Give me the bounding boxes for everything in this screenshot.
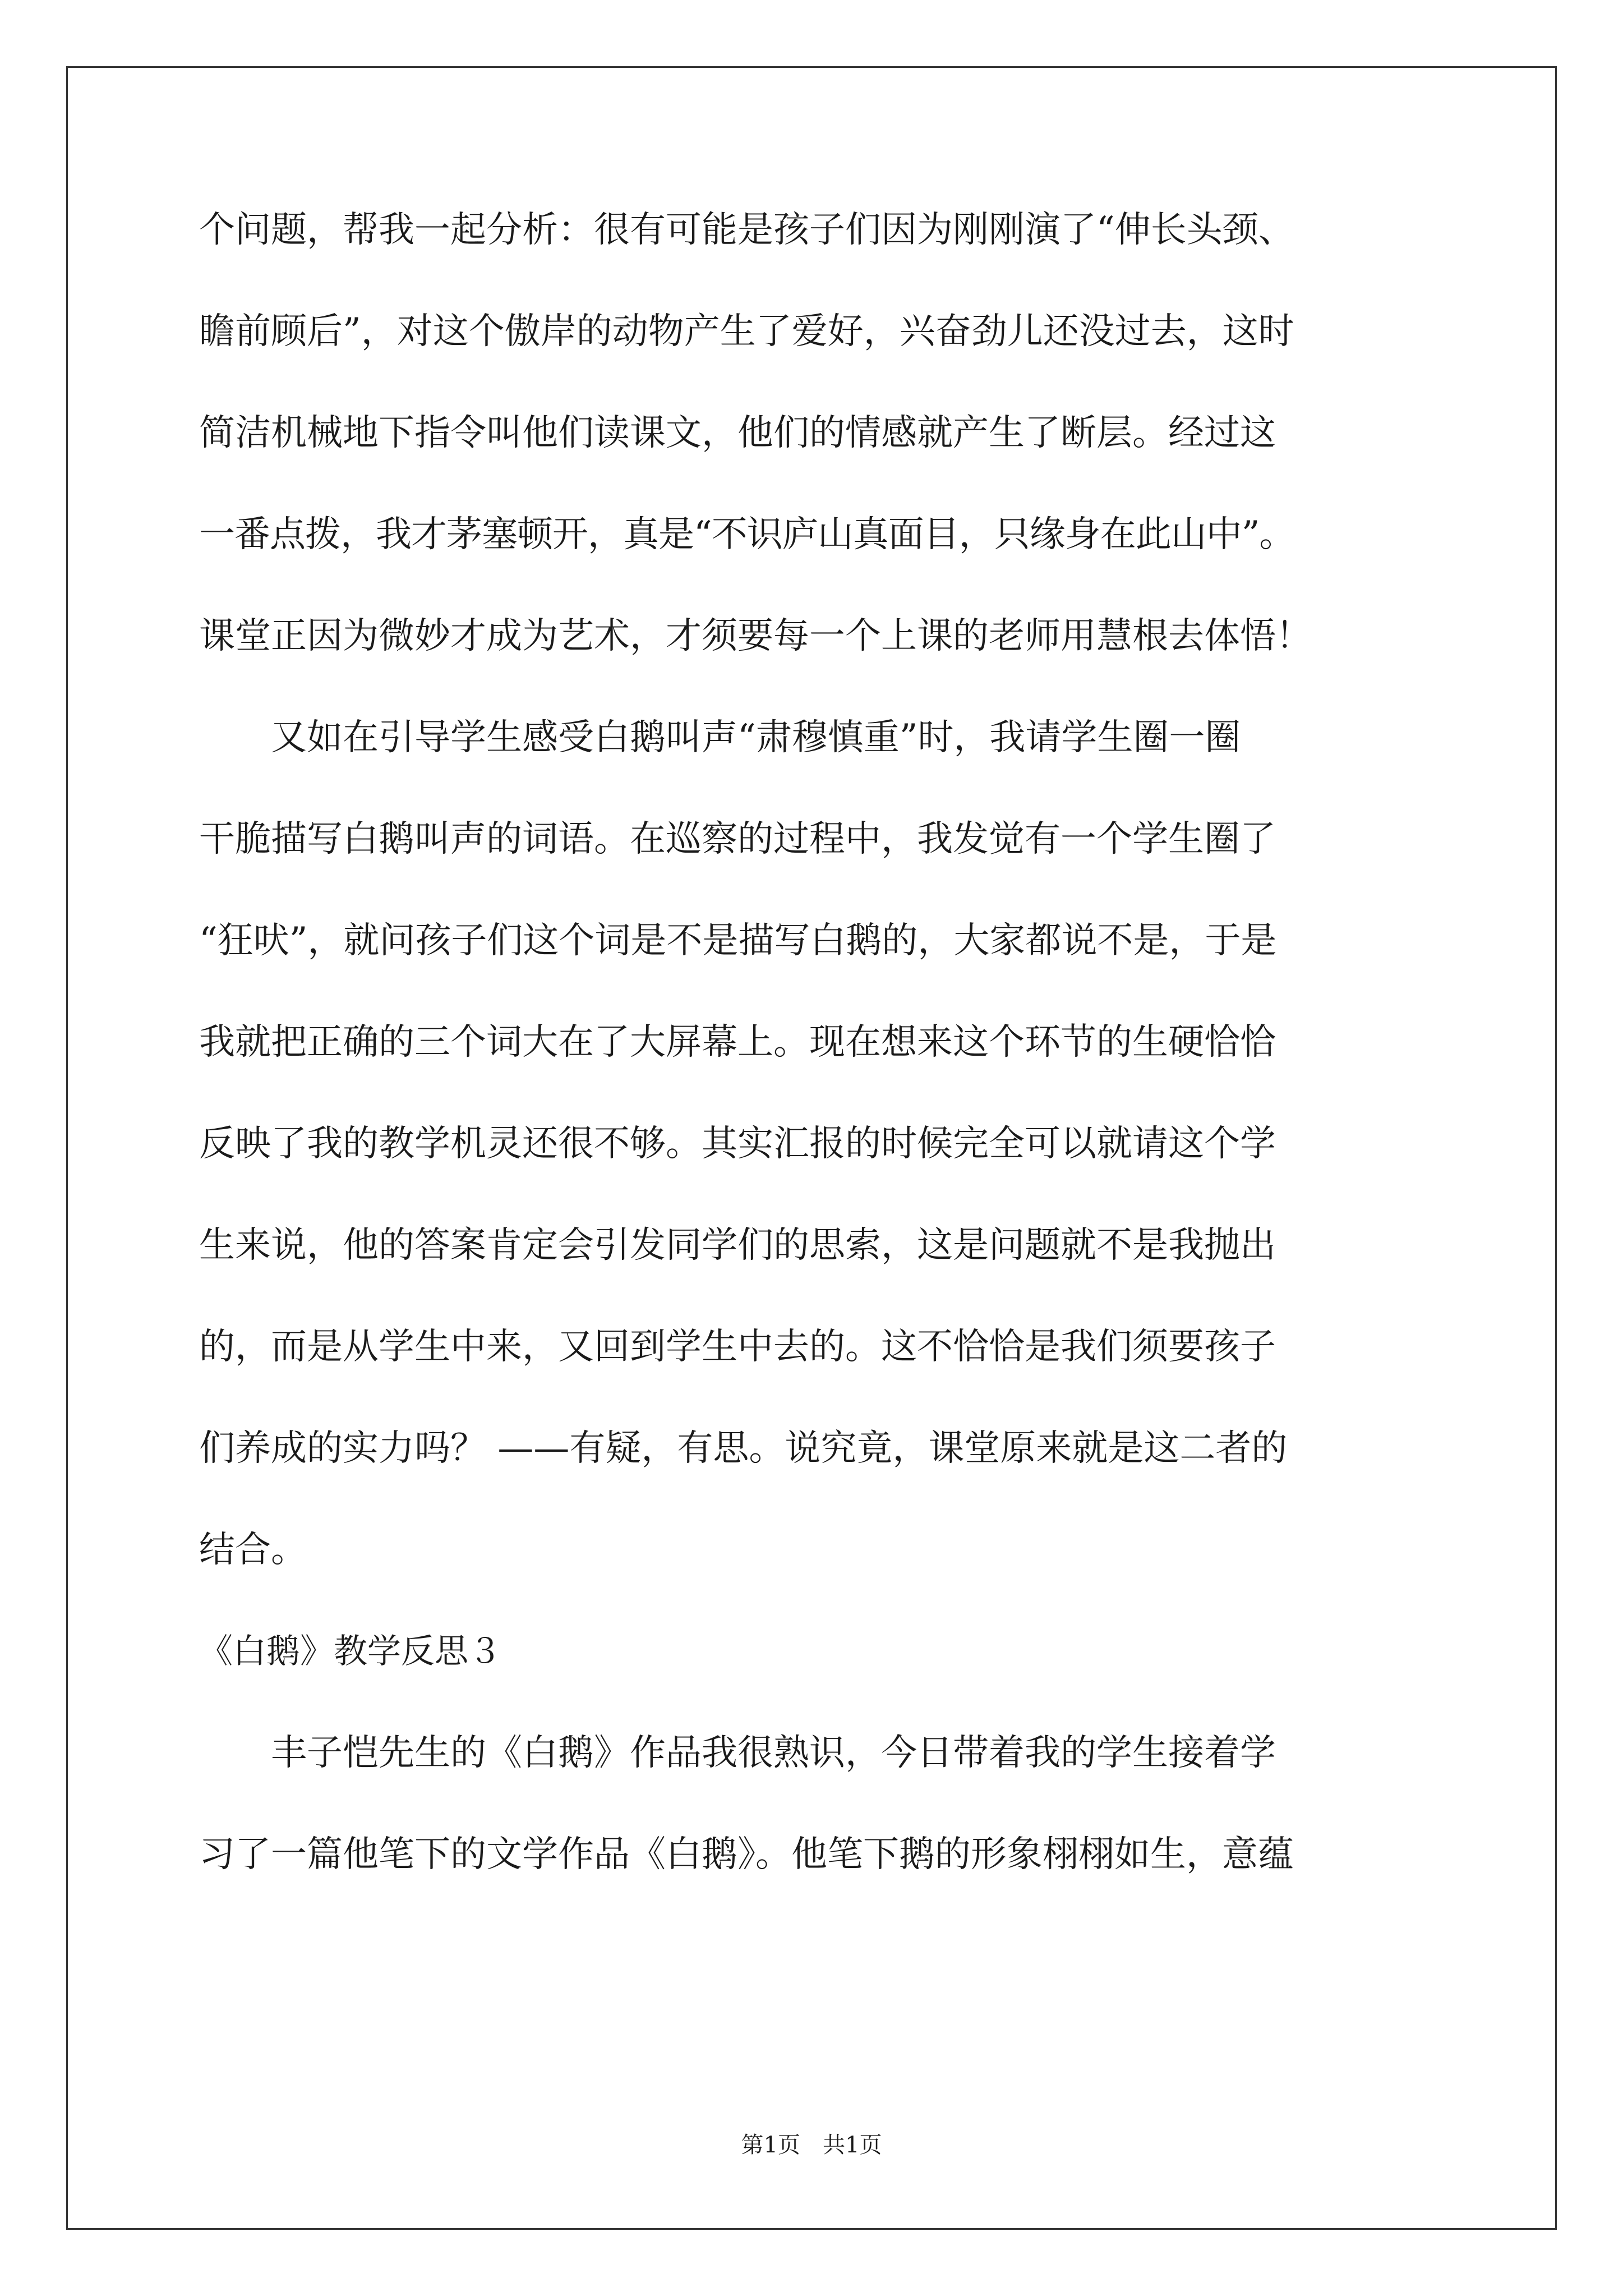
text-line: 课堂正因为微妙才成为艺术，才须要每一个上课的老师用慧根去体悟！ [199,615,1312,657]
text-line: 们养成的实力吗？ ——有疑，有思。说究竟，课堂原来就是这二者的 [199,1428,1288,1469]
text-line: 生来说，他的答案肯定会引发同学们的思索，这是问题就不是我抛出 [199,1225,1276,1266]
text-line: 结合。 [199,1529,307,1571]
text-line: 瞻前顾后”，对这个傲岸的动物产生了爱好，兴奋劲儿还没过去，这时 [199,311,1294,352]
text-line: 反映了我的教学机灵还很不够。其实汇报的时候完全可以就请这个学 [199,1123,1276,1165]
text-line: “狂吠”，就问孩子们这个词是不是描写白鹅的，大家都说不是，于是 [199,920,1277,961]
text-line: 我就把正确的三个词大在了大屏幕上。现在想来这个环节的生硬恰恰 [199,1022,1276,1063]
text-line: 干脆描写白鹅叫声的词语。在巡察的过程中，我发觉有一个学生圈了 [199,818,1276,860]
text-line: 习了一篇他笔下的文学作品《白鹅》。他笔下鹅的形象栩栩如生，意蕴 [199,1834,1294,1875]
text-line: 个问题，帮我一起分析：很有可能是孩子们因为刚刚演了“伸长头颈、 [199,209,1294,251]
page-footer: 第1页 共1页 [741,2132,882,2158]
section-heading: 《白鹅》教学反思３ [199,1632,502,1671]
text-line: 一番点拨，我才茅塞顿开，真是“不识庐山真面目，只缘身在此山中”。 [199,514,1295,555]
document-body [199,199,1433,1925]
text-line: 的，而是从学生中来，又回到学生中去的。这不恰恰是我们须要孩子 [199,1326,1276,1368]
text-line: 简洁机械地下指令叫他们读课文，他们的情感就产生了断层。经过这 [199,412,1276,454]
text-line: 又如在引导学生感受白鹅叫声“肃穆慎重”时，我请学生圈一圈 [199,717,1241,758]
text-line: 丰子恺先生的《白鹅》作品我很熟识，今日带着我的学生接着学 [199,1732,1276,1774]
